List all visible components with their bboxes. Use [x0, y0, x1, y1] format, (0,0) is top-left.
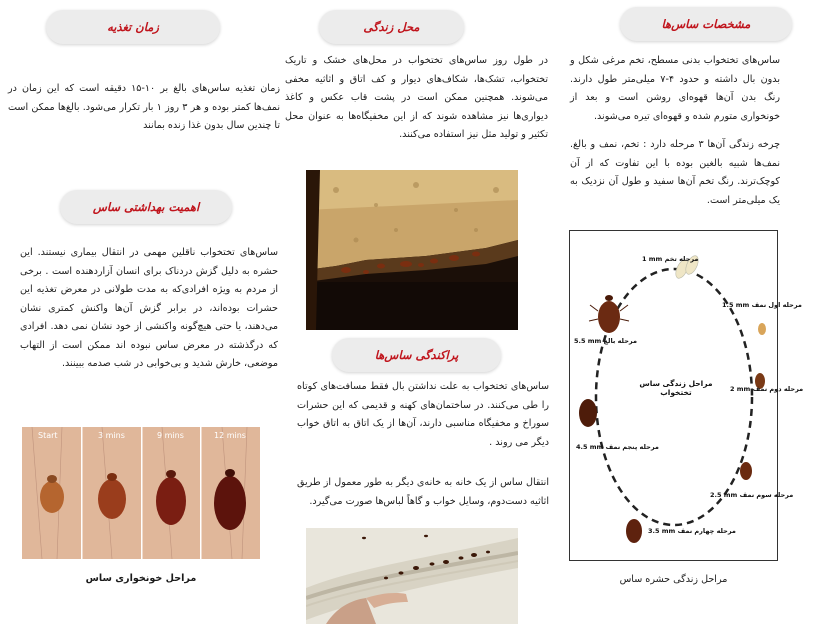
feeding-label-3min: 3 mins [98, 431, 125, 440]
lifecycle-caption: مراحل زندگی حشره ساس [619, 574, 728, 585]
stage-nymph4-label: مرحله چهارم نمف 3.5 mm [648, 527, 736, 535]
stage-adult-label: مرحله بالغ 5.5 mm [574, 337, 637, 345]
feeding-label-12min: 12 mins [214, 431, 246, 440]
lifecycle-diagram [569, 230, 804, 561]
nymph5-icon [579, 399, 597, 427]
spread-paragraph-1: ساس‌های تختخواب به علت نداشتن بال فقط مسافت‌های کوتاه را طی می‌کنند. در ساختمان‌های کهنه و قدیمی که این حشرات سوراخ و مخفیگاه مناسبی دارند، آن‌ها از یک اتاق به اتاق خواب دیگر می روند . [297, 381, 549, 448]
feeding-label-9min: 9 mins [157, 431, 184, 440]
stage-egg-label: مرحله تخم 1 mm [642, 255, 699, 263]
stage-nymph1-label: مرحله اول نمف 1.5 mm [722, 301, 802, 309]
nymph4-icon [626, 519, 642, 543]
spread-photo [306, 528, 518, 624]
health-title: اهمیت بهداشتی ساس [60, 190, 232, 224]
nymph1-icon [758, 323, 766, 335]
habitat-title: محل زندگی [319, 10, 464, 44]
characteristics-paragraph-1: ساس‌های تختخواب بدنی مسطح، تخم مرغی شکل و بدون بال داشته و حدود ۴-۷ میلی‌متر طول دارند. رنگ بدن آن‌ها قهوه‌ای روشن است و بعد از خونخواری متورم شده و قهوه‌ای تیره می‌شوند. [570, 55, 780, 122]
habitat-photo [306, 170, 518, 330]
feeding-label-start: Start [38, 431, 58, 440]
feeding-time-title: زمان تغذیه [46, 10, 220, 44]
spread-paragraph-2: انتقال ساس از یک خانه به خانه‌ی دیگر به طور معمول از طریق اثاثیه دست‌دوم، وسایل خواب و گاهاً لباس‌ها صورت می‌گیرد. [297, 477, 549, 507]
stage-nymph2-label: مرحله دوم نمف 2 mm [730, 385, 804, 393]
health-paragraph: ساس‌های تختخواب ناقلین مهمی در انتقال بیماری نیستند. این حشره به دلیل گزش دردناک برای انسان آزاردهنده است . برخی از مردم به ویژه افرادی‌که به مدت طولانی در معرض تغذیه این حشرات بوده‌اند، در برابر گزش آن‌ها واکنش کمتری نشان می‌دهند، یا حتی هیچ‌گونه واکنشی از خود نشان نمی دهد. افرادی که درگذشته در معرض ساس نبوده اند ممکن است از التهاب موضعی، خارش شدید و بی‌خوابی در شب صدمه ببینند. [20, 247, 278, 369]
stage-nymph5-label: مرحله پنجم نمف 4.5 mm [576, 443, 659, 451]
adult-icon [589, 295, 629, 333]
characteristics-paragraph-2: چرخه زندگی آن‌ها ۳ مرحله دارد : تخم، نمف و بالغ. نمف‌ها شبیه بالغین بوده با این تفاوت که از آن کوچک‌ترند. رنگ تخم آن‌ها سفید و طول آن نزدیک به یک میلی‌متر است. [570, 139, 781, 206]
feeding-caption: مراحل خونخواری ساس [85, 573, 197, 584]
lifecycle-center-label: مراحل زندگی ساس تختخواب [639, 379, 713, 397]
stage-nymph3-label: مرحله سوم نمف 2.5 mm [710, 491, 794, 499]
spread-title: پراکندگی ساس‌ها [332, 338, 501, 372]
nymph3-icon [740, 462, 752, 480]
feeding-time-paragraph: زمان تغذیه ساس‌های بالغ بر ۱۰-۱۵ دقیقه است که این زمان در نمف‌ها کمتر بوده و هر ۳ روز ۱ بار تکرار می‌شود. بالغ‌ها ممکن است تا چندین سال بدون غذا زنده بمانند [8, 83, 281, 131]
characteristics-title: مشخصات سا‌س‌ها [620, 7, 792, 41]
feeding-photo [22, 427, 260, 559]
habitat-paragraph: در طول روز ساس‌های تختخواب در محل‌های خشک و تاریک تختخواب، تشک‌ها، شکاف‌های دیوار و کف اتاق و اثاثیه مخفی می‌شوند. همچنین ممکن است در پشت قاب عکس و کاغذ دیواری‌ها نیز مشاهده شوند که از این مخفیگاه‌ها به عنوان محل تکثیر و تولید مثل نیز استفاده می‌کنند. [285, 55, 548, 140]
